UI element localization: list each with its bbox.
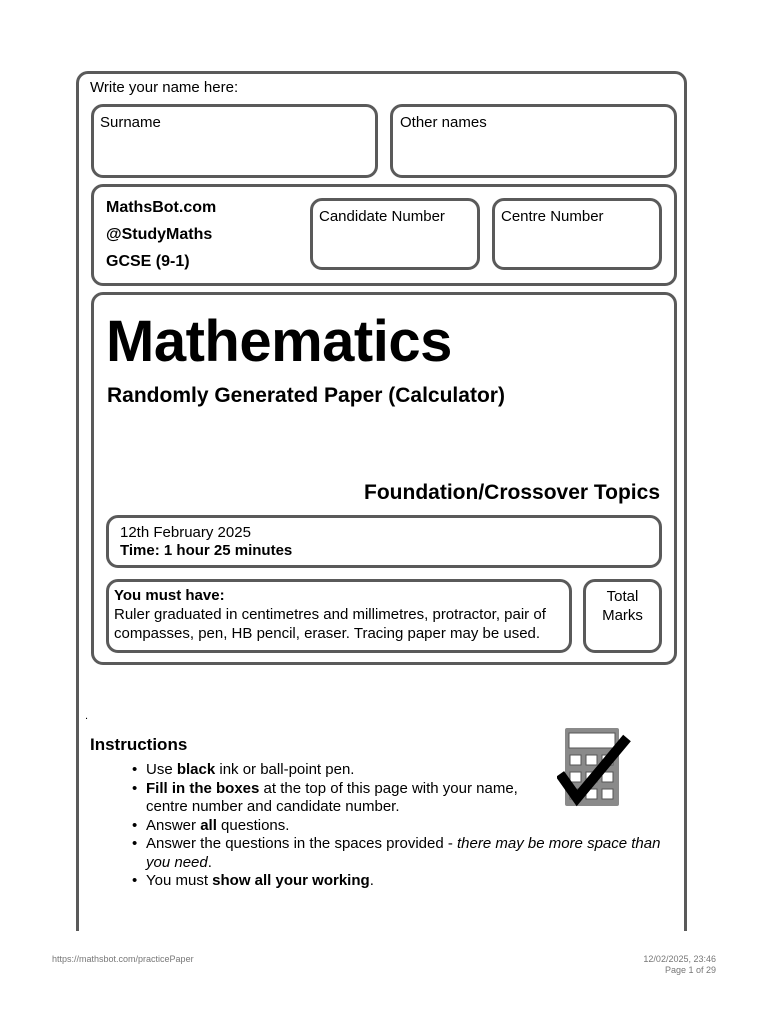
gcse-label: GCSE (9-1) (106, 253, 190, 270)
publisher-handle: @StudyMaths (106, 226, 213, 243)
must-have-text: Ruler graduated in centimetres and millimetres, protractor, pair of compasses, pen, HB pencil, eraser. Tracing paper may be used. (114, 606, 546, 642)
list-item: • Fill in the boxes at the top of this page with your name, centre number and candidate number. (130, 780, 531, 817)
paper-topics: Foundation/Crossover Topics (364, 481, 660, 504)
candidate-number-field[interactable] (310, 198, 480, 270)
candidate-number-label: Candidate Number (319, 208, 445, 225)
footer-datetime: 12/02/2025, 23:46 (643, 954, 716, 964)
paper-time: Time: 1 hour 25 minutes (120, 542, 293, 559)
must-have-heading: You must have: (114, 587, 225, 604)
other-names-label: Other names (400, 114, 487, 131)
calculator-check-icon (557, 722, 631, 808)
total-marks-box (583, 579, 662, 653)
footer-url[interactable]: https://mathsbot.com/practicePaper (52, 954, 194, 964)
subject-title: Mathematics (106, 309, 452, 374)
publisher-site: MathsBot.com (106, 199, 217, 216)
write-name-label: Write your name here: (90, 79, 239, 96)
centre-number-field[interactable] (492, 198, 662, 270)
footer-page-number: Page 1 of 29 (664, 965, 716, 975)
list-item: • Answer the questions in the spaces provided - there may be more space than you need. (130, 835, 666, 872)
paper-subtitle: Randomly Generated Paper (Calculator) (107, 384, 505, 407)
centre-number-label: Centre Number (501, 208, 604, 225)
list-item: • Answer all questions. (130, 817, 675, 836)
list-item: • Use black ink or ball-point pen. (130, 761, 675, 780)
surname-label: Surname (100, 114, 161, 131)
surname-field[interactable] (91, 104, 378, 178)
must-have-content (114, 586, 562, 648)
other-names-field[interactable] (390, 104, 677, 178)
instructions-heading: Instructions (90, 735, 188, 754)
date-time-box (106, 515, 662, 568)
paper-date: 12th February 2025 (120, 524, 251, 541)
dot-mark: . (85, 710, 89, 722)
total-marks-label-1: Total (606, 588, 639, 605)
total-marks-label-2: Marks (602, 607, 643, 624)
list-item: • You must show all your working. (130, 872, 675, 891)
